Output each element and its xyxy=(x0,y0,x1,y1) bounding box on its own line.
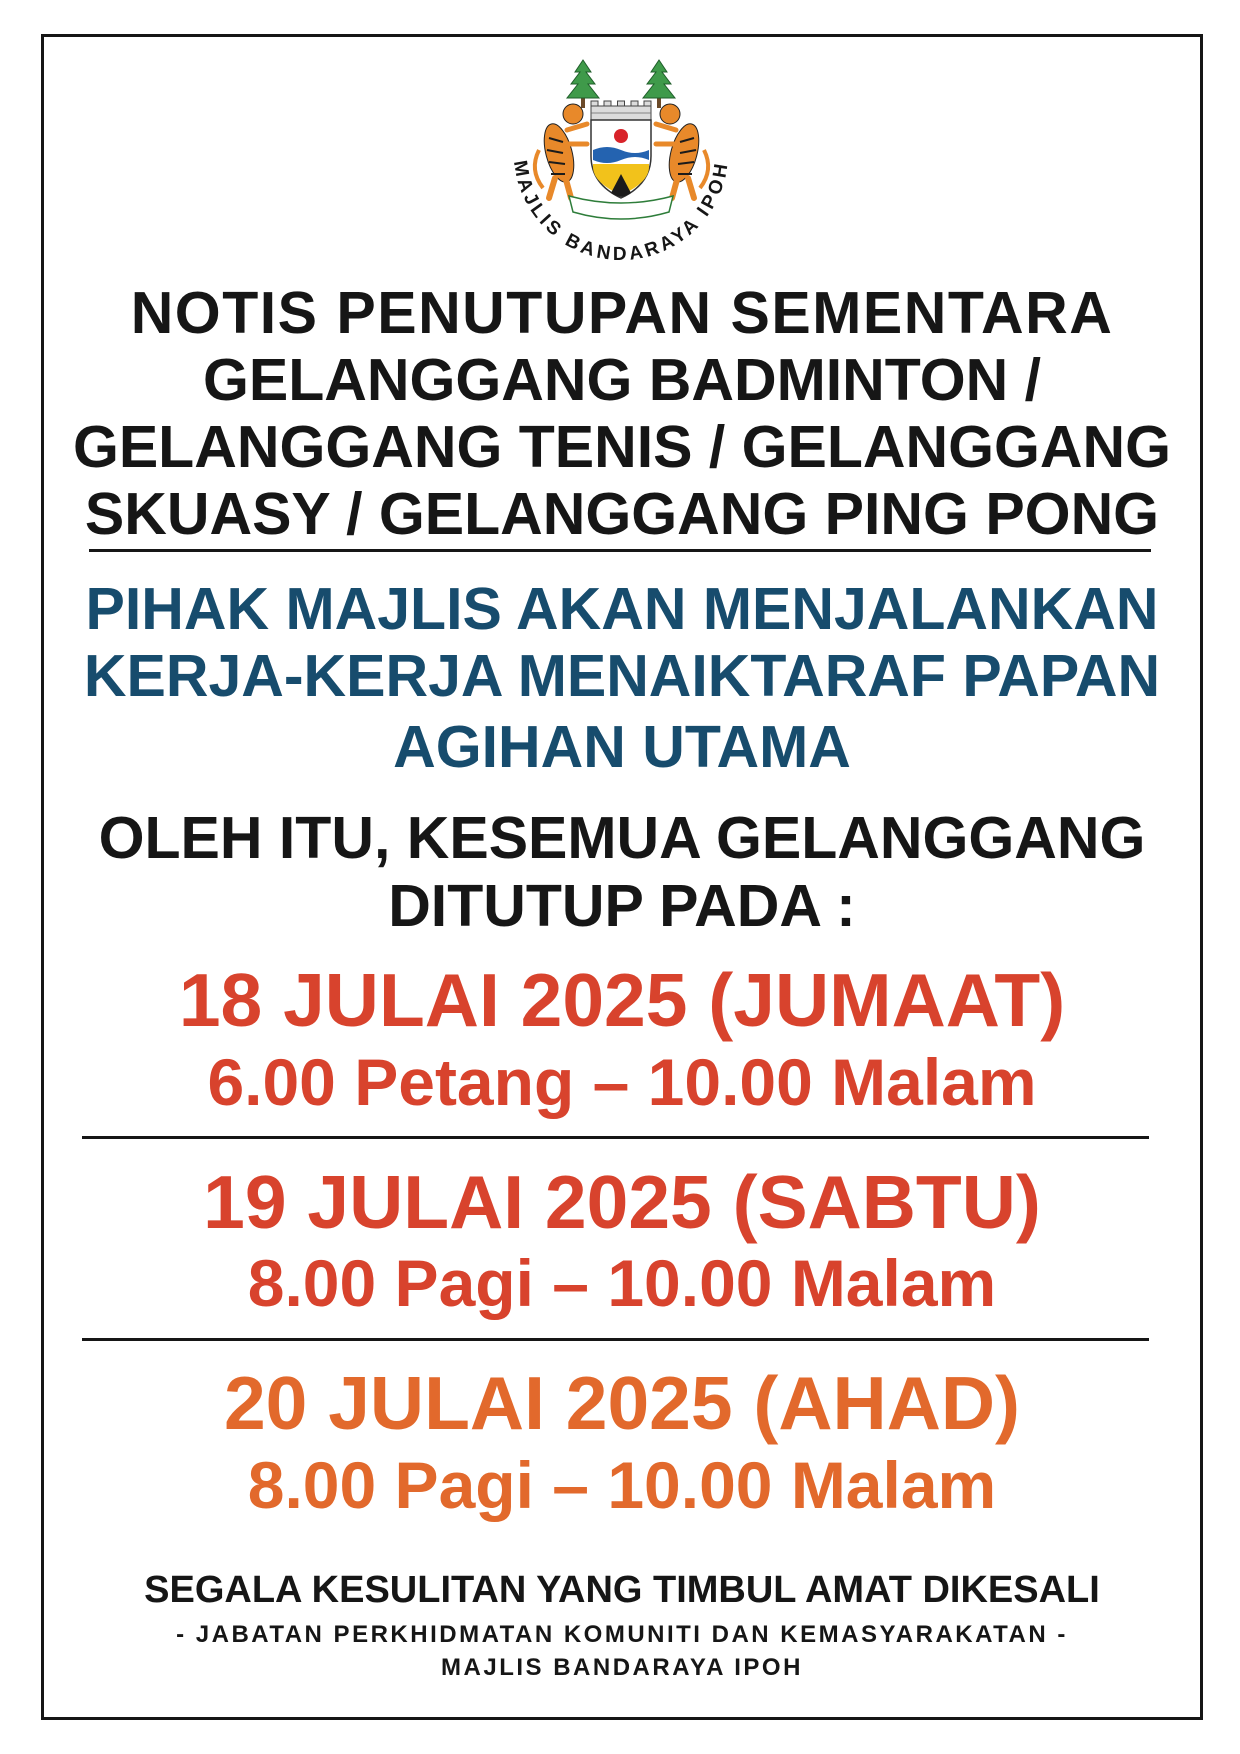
title-line: NOTIS PENUTUPAN SEMENTARA xyxy=(130,280,1114,346)
announcement-line: AGIHAN UTAMA xyxy=(393,714,851,780)
title-underline xyxy=(89,549,1151,552)
closure-date: 20 JULAI 2025 (AHAD) xyxy=(223,1361,1021,1445)
closure-time-range: 8.00 Pagi – 10.00 Malam xyxy=(247,1246,997,1320)
red-sun-icon xyxy=(614,129,628,143)
section-divider xyxy=(82,1136,1149,1139)
title-line: GELANGGANG BADMINTON / xyxy=(202,347,1041,413)
logo-arc-text: MAJLIS BANDARAYA IPOH xyxy=(509,158,733,263)
closure-time-range: 8.00 Pagi – 10.00 Malam xyxy=(247,1448,997,1522)
section-divider xyxy=(82,1338,1149,1341)
title-line: GELANGGANG TENIS / GELANGGANG xyxy=(72,414,1172,480)
crest-shield-icon xyxy=(591,120,651,198)
council-name: MAJLIS BANDARAYA IPOH xyxy=(441,1654,803,1681)
castle-wall-icon xyxy=(591,101,651,120)
closure-date: 18 JULAI 2025 (JUMAAT) xyxy=(178,958,1066,1042)
closure-date: 19 JULAI 2025 (SABTU) xyxy=(203,1160,1041,1244)
city-council-emblem xyxy=(509,58,734,263)
title-line: SKUASY / GELANGGANG PING PONG xyxy=(84,481,1160,547)
closure-intro-line: OLEH ITU, KESEMUA GELANGGANG xyxy=(98,805,1146,871)
motto-ribbon-icon xyxy=(569,196,673,219)
apology-text: SEGALA KESULITAN YANG TIMBUL AMAT DIKESALI xyxy=(144,1569,1100,1611)
department-name: - JABATAN PERKHIDMATAN KOMUNITI DAN KEMASYARAKATAN - xyxy=(176,1621,1068,1648)
left-tiger-icon xyxy=(535,104,587,198)
announcement-line: KERJA-KERJA MENAIKTARAF PAPAN xyxy=(83,643,1161,709)
right-tiger-icon xyxy=(656,104,708,198)
closure-time-range: 6.00 Petang – 10.00 Malam xyxy=(207,1045,1037,1119)
announcement-line: PIHAK MAJLIS AKAN MENJALANKAN xyxy=(85,576,1159,642)
closure-intro-line: DITUTUP PADA : xyxy=(388,873,856,939)
